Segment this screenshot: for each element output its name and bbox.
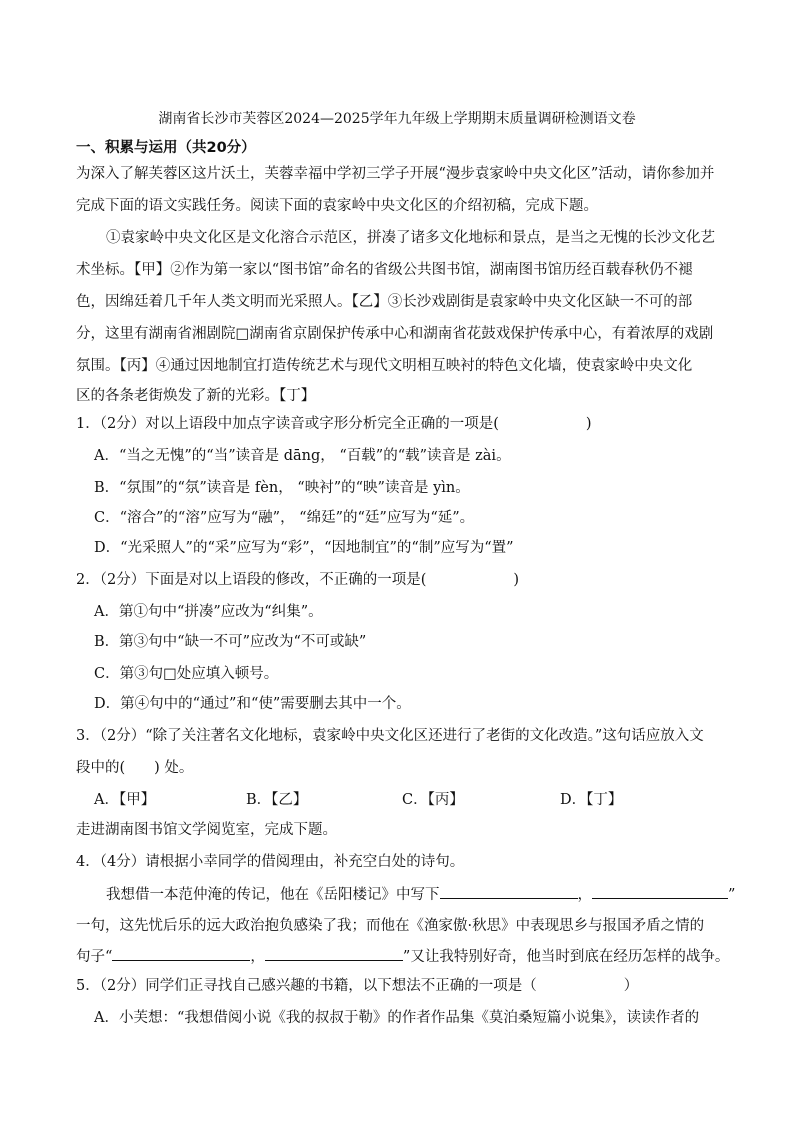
passage-line-4: 分，这里有湖南省湘剧院□湖南省京剧保护传承中心和湖南省花鼓戏保护传承中心，有着浓厚的戏剧: [76, 326, 714, 342]
question-3-stem-line-1: 3．（2分）“除了关注著名文化地标，袁家岭中央文化区还进行了老街的文化改造。”这句话应放入文: [76, 728, 704, 744]
question-2-option-c[interactable]: C．第③句□处应填入顿号。: [94, 666, 279, 682]
intro-line-1: 为深入了解芙蓉区这片沃土，芙蓉幸福中学初三学子开展“漫步袁家岭中央文化区”活动，请你参加并: [76, 166, 715, 182]
answer-blank-3[interactable]: [112, 946, 250, 961]
question-3-stem-line-2: 段中的( ) 处。: [76, 760, 194, 776]
question-3-option-c[interactable]: C．【丙】: [402, 792, 464, 808]
question-3-option-b[interactable]: B．【乙】: [246, 792, 308, 808]
passage-line-2: 术坐标。【甲】②作为第一家以“图书馆”命名的省级公共图书馆，湖南图书馆历经百载春秋仍不褪: [76, 262, 693, 278]
answer-blank-2[interactable]: [592, 884, 728, 899]
question-4-line-1: [106, 884, 735, 905]
question-4-line-1-text: 我想借一本范仲淹的传记，他在《岳阳楼记》中写下: [106, 887, 440, 903]
question-5-option-a[interactable]: A．小芙想：“我想借阅小说《我的叔叔于勒》的作者作品集《莫泊桑短篇小说集》，读读作者的: [94, 1010, 700, 1026]
answer-blank-1[interactable]: [440, 884, 578, 899]
question-2-option-a[interactable]: A．第①句中“拼凑”应改为“纠集”。: [94, 604, 323, 620]
question-5-stem: 5．（2分）同学们正寻找自己感兴趣的书籍，以下想法不正确的一项是（ ）: [76, 978, 639, 994]
question-1-stem: 1．（2分）对以上语段中加点字读音或字形分析完全正确的一项是( ): [76, 416, 592, 432]
passage-line-3: 色，因绵廷着几千年人类文明而光采照人。【乙】③长沙戏剧街是袁家岭中央文化区缺一不可的部: [76, 294, 693, 310]
question-1-option-b[interactable]: B．“氛围”的“氛”读音是 fèn， “映衬”的“映”读音是 yìn。: [94, 480, 470, 496]
question-4-close-quote-1: ”: [728, 887, 736, 903]
question-4-separator-1: ，: [577, 887, 592, 903]
question-4-line-3-text: 句子“: [76, 949, 113, 965]
question-4-line-3: [76, 946, 729, 967]
intro-line-2: 完成下面的语文实践任务。阅读下面的袁家岭中央文化区的介绍初稿，完成下题。: [76, 198, 598, 214]
question-3-option-a[interactable]: A．【甲】: [94, 792, 156, 808]
question-1-option-a[interactable]: A．“当之无愧”的“当”读音是 dāng， “百载”的“载”读音是 zài。: [94, 448, 511, 464]
question-2-option-d[interactable]: D．第④句中的“通过”和“使”需要删去其中一个。: [94, 696, 411, 712]
section-heading: 一、积累与运用（共20分）: [76, 140, 256, 156]
question-1-option-d[interactable]: D．“光采照人”的“采”应写为“彩”，“因地制宜”的“制”应写为“置”: [94, 540, 514, 556]
exam-title: 湖南省长沙市芙蓉区2024—2025学年九年级上学期期末质量调研检测语文卷: [158, 111, 636, 127]
question-4-stem: 4．（4分）请根据小幸同学的借阅理由，补充空白处的诗句。: [76, 854, 465, 870]
passage-line-5: 氛围。【丙】④通过因地制宜打造传统艺术与现代文明相互映衬的特色文化墙，使袁家岭中央文化: [76, 358, 693, 374]
question-2-stem: 2．（2分）下面是对以上语段的修改，不正确的一项是( ): [76, 572, 520, 588]
passage-line-1: ①袁家岭中央文化区是文化溶合示范区，拼凑了诸多文化地标和景点，是当之无愧的长沙文化艺: [106, 230, 715, 246]
answer-blank-4[interactable]: [265, 946, 403, 961]
question-3-option-d[interactable]: D．【丁】: [560, 792, 623, 808]
passage-line-6: 区的各条老街焕发了新的光彩。【丁】: [76, 388, 316, 404]
question-4-separator-2: ，: [250, 949, 265, 965]
question-4-line-2: 一句，这先忧后乐的远大政治抱负感染了我；而他在《渔家傲·秋思》中表现思乡与报国矛盾之情的: [76, 918, 705, 934]
question-4-line-3-end: ”又让我特别好奇，他当时到底在经历怎样的战争。: [402, 949, 730, 965]
question-1-option-c[interactable]: C．“溶合”的“溶”应写为“融”， “绵廷”的“廷”应写为“延”。: [94, 510, 475, 526]
question-2-option-b[interactable]: B．第③句中“缺一不可”应改为“不可或缺”: [94, 634, 367, 650]
reading-room-lead: 走进湖南图书馆文学阅览室，完成下题。: [76, 822, 337, 838]
